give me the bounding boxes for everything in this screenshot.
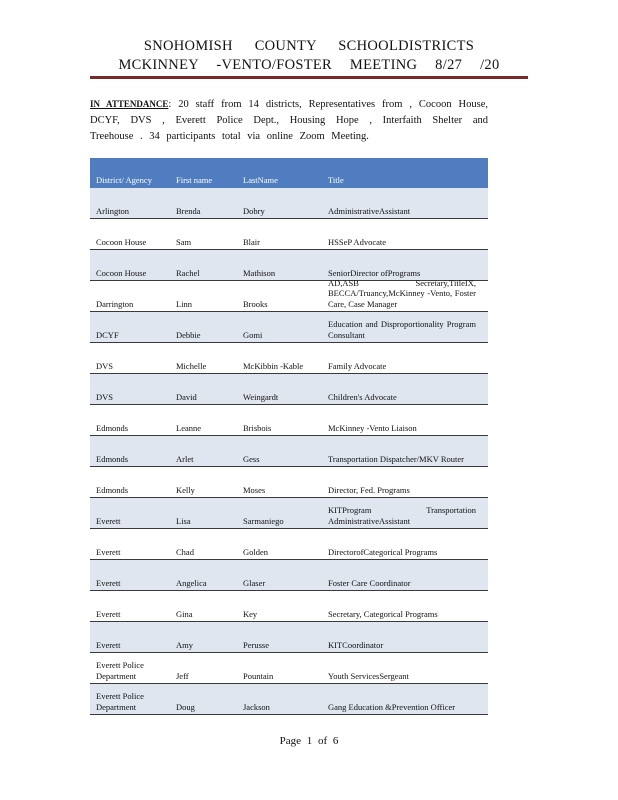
table-header: [90, 158, 488, 188]
table-row: [90, 277, 488, 312]
cell-title: KITCoordinator: [328, 639, 384, 650]
cell-agency: Everett: [96, 608, 121, 619]
cell-title: Director, Fed. Programs: [328, 484, 410, 495]
cell-title: AdministrativeAssistant: [328, 205, 411, 216]
cell-first-name: Amy: [176, 639, 193, 650]
cell-title: Gang Education &Prevention Officer: [328, 701, 456, 712]
table-row: [90, 343, 488, 374]
cell-title: Secretary, Categorical Programs: [328, 608, 438, 619]
cell-last-name: Weingardt: [243, 391, 279, 402]
cell-first-name: Leanne: [176, 422, 202, 433]
column-header-agency: District/ Agency: [96, 175, 152, 185]
cell-agency: DVS: [96, 391, 114, 402]
cell-agency: Edmonds: [96, 484, 129, 495]
cell-agency: Everett: [96, 515, 121, 526]
cell-title: Children's Advocate: [328, 391, 397, 402]
attendance-label: IN ATTENDANCE: [90, 99, 169, 109]
cell-first-name: Kelly: [176, 484, 195, 495]
cell-agency: Edmonds: [96, 453, 129, 464]
attendance-text: : 20 staff from 14 districts, Representatives from , Cocoon House, DCYF, DVS , Everett Police Dept., Housing Hope , Interfaith Shelter and Treehouse . 34 participants total via online Zoom Meeting.: [90, 99, 488, 142]
cell-last-name: Brooks: [243, 298, 268, 309]
document-title-line-2: MCKINNEY -VENTO/FOSTER MEETING 8/27 /20: [118, 57, 500, 73]
cell-agency: Everett Police Department: [96, 691, 144, 712]
table-row: [90, 622, 488, 653]
cell-agency: Everett: [96, 546, 121, 557]
cell-first-name: Linn: [176, 298, 193, 309]
cell-title: SeniorDirector ofPrograms: [328, 267, 421, 278]
cell-last-name: Blair: [243, 236, 260, 247]
cell-title: Youth ServicesSergeant: [328, 670, 409, 681]
cell-last-name: Brisbois: [243, 422, 272, 433]
cell-first-name: Brenda: [176, 205, 201, 216]
cell-agency: Cocoon House: [96, 267, 147, 278]
table-row: [90, 684, 488, 715]
cell-first-name: Angelica: [176, 577, 207, 588]
cell-first-name: David: [176, 391, 197, 402]
cell-first-name: Michelle: [176, 360, 207, 371]
cell-last-name: McKibbin -Kable: [243, 360, 304, 371]
table-row: [90, 591, 488, 622]
table-row: [90, 250, 488, 281]
cell-agency: DVS: [96, 360, 114, 371]
cell-last-name: Mathison: [243, 267, 276, 278]
cell-first-name: Debbie: [176, 329, 201, 340]
cell-title: McKinney -Vento Liaison: [328, 422, 417, 433]
cell-first-name: Chad: [176, 546, 194, 557]
cell-title: Education and Disproportionality Program Consultant: [328, 319, 476, 340]
cell-first-name: Doug: [176, 701, 195, 712]
cell-last-name: Key: [243, 608, 258, 619]
cell-title: Foster Care Coordinator: [328, 577, 411, 588]
table-body: [90, 188, 488, 715]
cell-last-name: Moses: [243, 484, 266, 495]
table-row: [90, 560, 488, 591]
cell-last-name: Perusse: [243, 639, 269, 650]
table-row: [90, 405, 488, 436]
cell-last-name: Jackson: [243, 701, 270, 712]
cell-title: AD,ASB Secretary,TitleIX, BECCA/Truancy,McKinney -Vento, Foster Care, Case Manager: [328, 277, 476, 309]
table-row: [90, 374, 488, 405]
cell-title: KITProgram Transportation AdministrativeAssistant: [328, 505, 476, 526]
table-row: [90, 467, 488, 498]
cell-last-name: Sarmaniego: [243, 515, 284, 526]
cell-first-name: Lisa: [176, 515, 191, 526]
table-row: [90, 436, 488, 467]
cell-last-name: Golden: [243, 546, 269, 557]
cell-first-name: Jeff: [176, 670, 189, 681]
cell-first-name: Rachel: [176, 267, 200, 278]
cell-title: HSSeP Advocate: [328, 236, 387, 247]
cell-title: Family Advocate: [328, 360, 387, 371]
document-title-line-1: SNOHOMISH COUNTY SCHOOLDISTRICTS: [143, 38, 475, 54]
table-row: [90, 653, 488, 684]
cell-first-name: Gina: [176, 608, 193, 619]
cell-agency: Darrington: [96, 298, 134, 309]
table-row: [90, 312, 488, 343]
column-header-title: Title: [328, 175, 344, 185]
page-number: Page 1 of 6: [279, 735, 339, 747]
cell-last-name: Glaser: [243, 577, 266, 588]
cell-agency: Everett: [96, 639, 121, 650]
cell-first-name: Sam: [176, 236, 192, 247]
cell-title: Transportation Dispatcher/MKV Router: [328, 453, 464, 464]
attendance-table: [90, 158, 488, 715]
table-row: [90, 188, 488, 219]
cell-first-name: Arlet: [176, 453, 194, 464]
cell-agency: Arlington: [96, 205, 130, 216]
cell-title: DirectorofCategorical Programs: [328, 546, 438, 557]
cell-agency: Everett: [96, 577, 121, 588]
table-row: [90, 529, 488, 560]
cell-agency: Edmonds: [96, 422, 129, 433]
cell-agency: Cocoon House: [96, 236, 147, 247]
cell-agency: DCYF: [96, 329, 119, 340]
title-divider: [90, 76, 528, 79]
cell-agency: Everett Police Department: [96, 660, 144, 681]
attendance-paragraph: [90, 96, 488, 145]
table-row: [90, 219, 488, 250]
cell-last-name: Gess: [243, 453, 260, 464]
cell-last-name: Gomi: [243, 329, 263, 340]
table-row: [90, 498, 488, 529]
cell-last-name: Dobry: [243, 205, 265, 216]
cell-last-name: Pountain: [243, 670, 274, 681]
column-header-first-name: First name: [176, 175, 213, 185]
column-header-last-name: LastName: [243, 175, 278, 185]
